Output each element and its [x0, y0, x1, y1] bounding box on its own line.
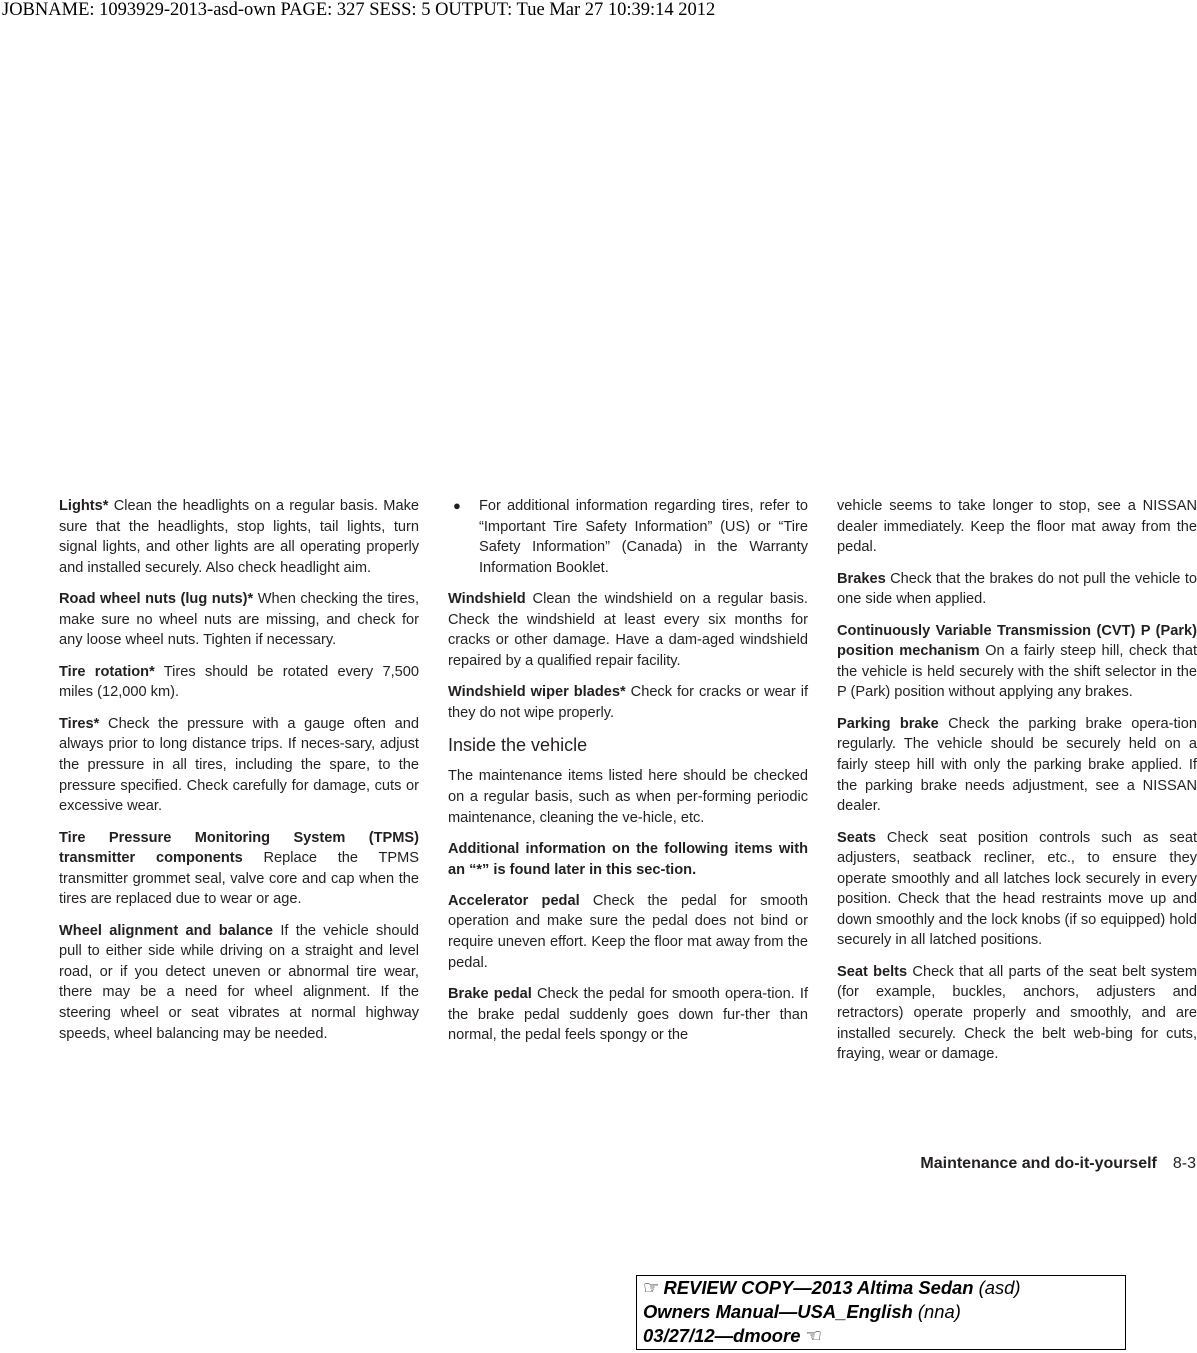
item-text: If the vehicle should pull to either side while driving on a straight and level road, or if you detect uneven or abnormal tire wear, there may be a need for wheel alignment. If the steering wheel or seat vibrates at normal highway speeds, wheel balancing may be needed.: [59, 922, 420, 1042]
item-heading: Seat belts: [837, 963, 908, 980]
item-brake-pedal: [448, 984, 808, 1046]
item-tpms: [59, 828, 419, 910]
item-text: Check seat position controls such as seat adjusters, seatback recliner, etc., to ensure they operate smoothly and all latches lock securely in every position. Check that the head restraints move up and down smoothly and the lock knobs (if so equipped) hold securely in all latched positions.: [837, 829, 1197, 949]
item-text: Tires should be rotated every 7,500 miles (12,000 km).: [59, 663, 419, 701]
item-text: Clean the windshield on a regular basis. Check the windshield at least every six months for cracks or other damage. Have a dam-aged windshield repaired by a qualified repair facility.: [448, 591, 808, 669]
item-heading: Tires*: [59, 715, 100, 732]
review-lang-code: (nna): [912, 1301, 961, 1322]
bullet-text: For additional information regarding tires, refer to “Important Tire Safety Information” (US) or “Tire Safety Information” (Canada) in the Warranty Information Booklet.: [479, 498, 808, 576]
item-heading: Brakes: [837, 570, 886, 587]
section-note: Additional information on the following items with an “*” is found later in this sec-tion.: [448, 840, 808, 878]
bullet-tire-info: [448, 496, 808, 578]
item-heading: Windshield wiper blades*: [448, 684, 626, 701]
item-heading: Accelerator pedal: [448, 892, 580, 909]
column-1: [59, 496, 419, 1055]
item-seats: [837, 828, 1197, 952]
item-parking-brake: [837, 714, 1197, 817]
item-heading: Wheel alignment and balance: [59, 922, 274, 939]
review-stamp: [636, 1275, 1126, 1350]
item-text: Check that the brakes do not pull the vehicle to one side when applied.: [837, 570, 1197, 608]
item-text: Check the pedal for smooth opera-tion. If the brake pedal suddenly goes down fur-ther than normal, the pedal feels spongy or the: [448, 986, 808, 1044]
footer-section: Maintenance and do-it-yourself: [920, 1155, 1157, 1172]
pointing-hand-right-icon: ☞: [643, 1277, 660, 1298]
page-footer: [920, 1155, 1196, 1173]
item-heading: Tire rotation*: [59, 663, 155, 680]
job-header: JOBNAME: 1093929-2013-asd-own PAGE: 327 SESS: 5 OUTPUT: Tue Mar 27 10:39:14 2012: [2, 0, 716, 20]
item-heading: Lights*: [59, 498, 109, 514]
item-text: On a fairly steep hill, check that the vehicle is held securely with the shift selector in the P (Park) position without applying any brakes.: [837, 643, 1197, 701]
column-3: [837, 496, 1197, 1076]
review-line-2: [643, 1300, 1125, 1324]
item-text: Check the pedal for smooth operation and make sure the pedal does not bind or require uneven effort. Keep the floor mat away from the pedal.: [448, 892, 808, 971]
item-wheel-alignment: [59, 921, 419, 1045]
item-heading: Windshield: [448, 591, 526, 608]
item-heading: Seats: [837, 829, 876, 846]
column-2: [448, 496, 808, 1057]
item-accelerator-pedal: [448, 891, 808, 973]
item-lights: [59, 496, 419, 578]
item-heading: Brake pedal: [448, 986, 532, 1003]
item-cvt-park: [837, 621, 1197, 703]
item-text: Check the pressure with a gauge often and always prior to long distance trips. If neces-sary, adjust the pressure in all tires, including the spare, to the pressure specified. Check carefully for damage, cuts or excessive wear.: [59, 715, 419, 815]
item-tires: [59, 714, 419, 817]
section-title: Inside the vehicle: [448, 735, 588, 756]
review-date: 03/27/12—dmoore: [643, 1325, 801, 1346]
bullet-icon: ●: [453, 498, 461, 513]
item-text: When checking the tires, make sure no wheel nuts are missing, and check for any loose wheel nuts. Tighten if necessary.: [59, 591, 420, 649]
item-heading: Road wheel nuts (lug nuts)*: [59, 591, 254, 608]
item-text: Clean the headlights on a regular basis. Make sure that the headlights, stop lights, tail lights, turn signal lights, and other lights are all operating properly and installed securely. Also check headlight aim.: [59, 498, 419, 576]
review-code: (asd): [973, 1277, 1021, 1298]
item-text: Check the parking brake opera-tion regularly. The vehicle should be securely held on a fairly steep hill with only the parking brake applied. If the parking brake needs adjustment, see a NISSAN dealer.: [837, 715, 1197, 815]
item-heading: Parking brake: [837, 715, 939, 732]
pointing-hand-left-icon: ☜: [805, 1325, 823, 1346]
item-text: Check that all parts of the seat belt system (for example, buckles, anchors, adjusters and retractors) operate properly and smoothly, and are installed securely. Check the belt web-bing for cuts, fraying, wear or damage.: [837, 963, 1197, 1063]
page-number: 8-3: [1172, 1155, 1196, 1172]
item-tire-rotation: [59, 662, 419, 703]
review-title: REVIEW COPY—2013 Altima Sedan: [663, 1277, 974, 1298]
item-wheel-nuts: [59, 589, 419, 651]
item-text: Check for cracks or wear if they do not wipe properly.: [448, 684, 808, 721]
item-windshield: [448, 589, 808, 671]
item-text: Replace the TPMS transmitter grommet seal, valve core and cap when the tires are replaced due to wear or age.: [59, 850, 419, 908]
review-manual: Owners Manual—USA_English: [643, 1301, 913, 1322]
item-brakes: [837, 569, 1197, 610]
item-brake-pedal-continued: vehicle seems to take longer to stop, see a NISSAN dealer immediately. Keep the floor mat away from the pedal.: [837, 498, 1197, 556]
review-line-3: [643, 1324, 1125, 1348]
section-intro: The maintenance items listed here should be checked on a regular basis, such as when per-forming periodic maintenance, cleaning the ve-hicle, etc.: [448, 768, 808, 826]
item-heading: Tire Pressure Monitoring System (TPMS) transmitter components: [59, 829, 419, 867]
item-wiper-blades: [448, 682, 808, 723]
item-heading: Continuously Variable Transmission (CVT) P (Park) position mechanism: [837, 622, 1197, 660]
item-seat-belts: [837, 962, 1197, 1065]
review-line-1: [643, 1276, 1125, 1300]
